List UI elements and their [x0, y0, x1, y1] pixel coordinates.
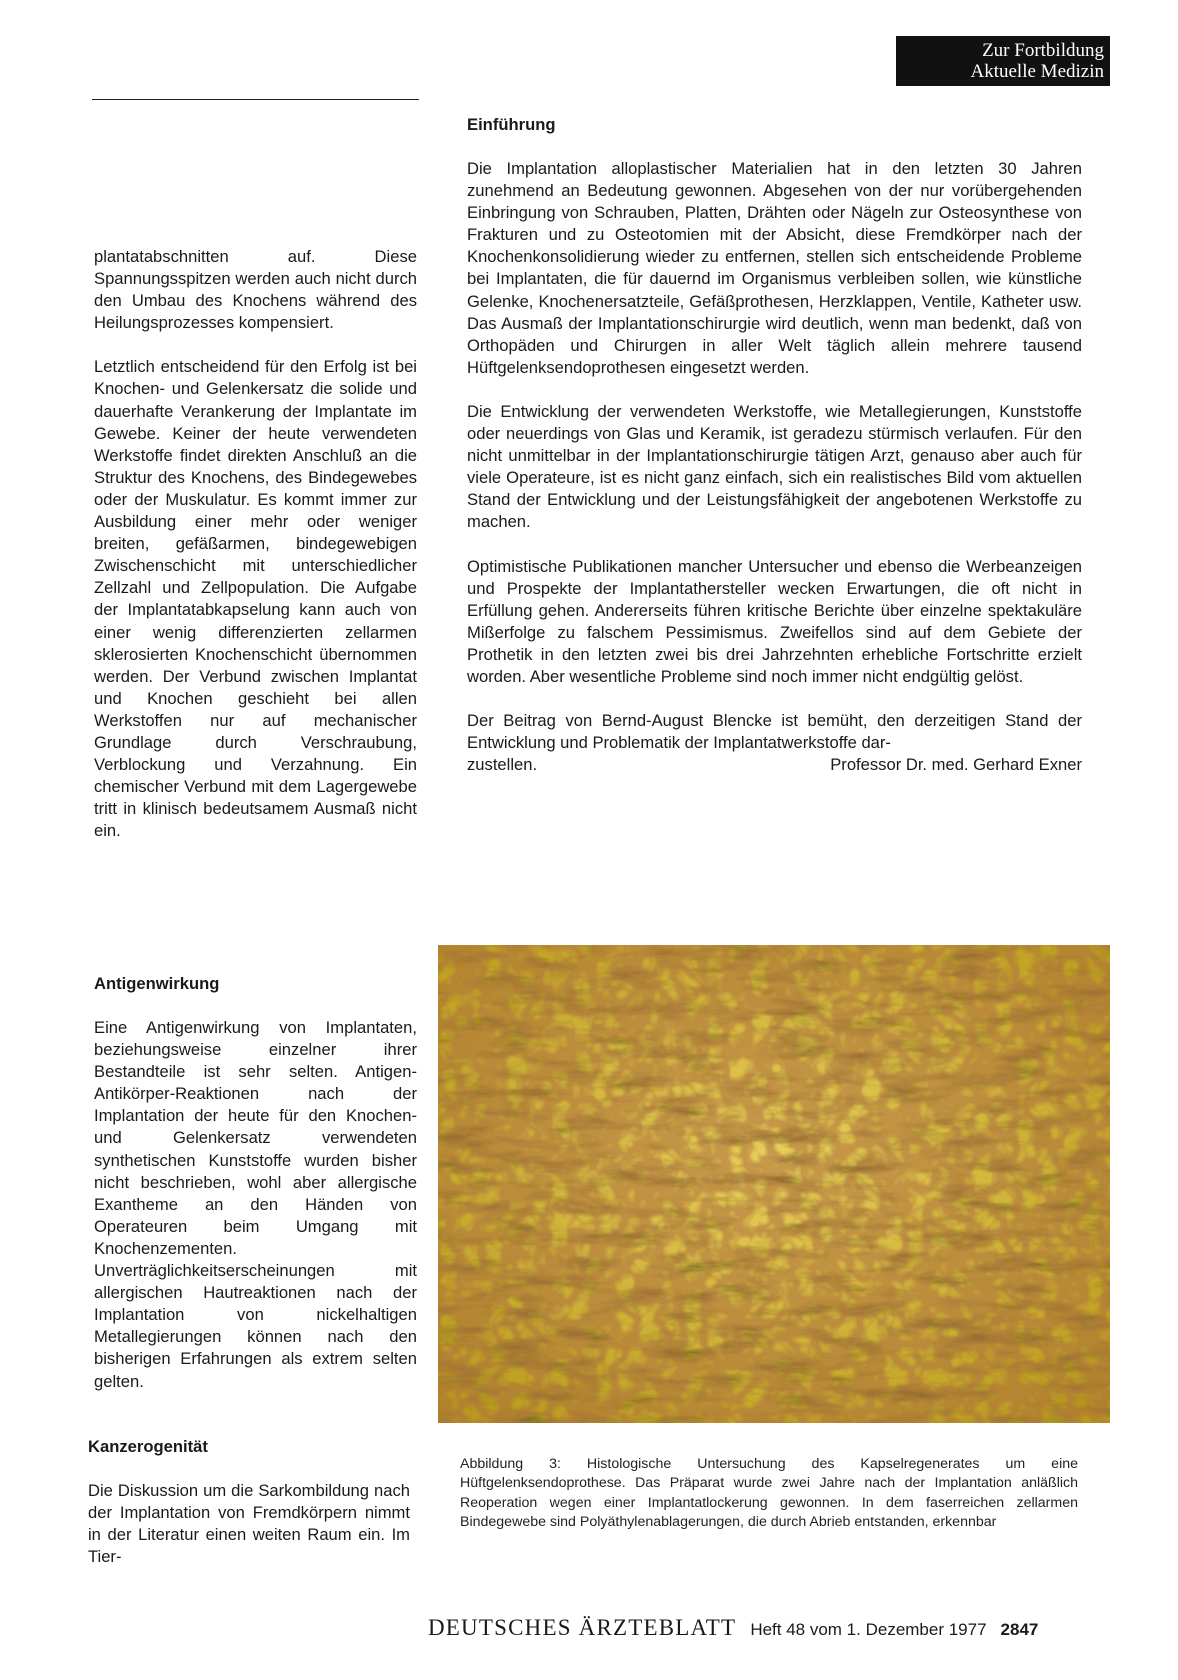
section-banner [896, 36, 1110, 86]
continuation-paragraph: plantatabschnitten auf. Diese Spannungsspitzen werden auch nicht durch den Umbau des Knochens während des Heilungsprozesses kompensiert. [94, 247, 417, 333]
anchoring-paragraph: Letztlich entscheidend für den Erfolg ist bei Knochen- und Gelenkersatz die solide und dauerhafte Verankerung der Implantate im Gewebe. Keiner der heute verwendeten Werkstoffe findet direkten Anschluß an die Struktur des Knochens, des Bindegewebes oder der Muskulatur. Es kommt immer zur Ausbildung einer mehr oder weniger breiten, gefäßarmen, bindegewebigen Zwischenschicht mit unterschiedlicher Zellzahl und Zellpopulation. Die Aufgabe der Implantatabkapselung kann auch von einer wenig differenzierten zellarmen sklerosierten Knochenschicht übernommen werden. Der Verbund zwischen Implantat und Knochen geschieht bei allen Werkstoffen nur auf mechanischer Grundlage durch Verschraubung, Verblockung und Verzahnung. Ein chemischer Verbund mit dem Lagergewebe tritt in klinisch bedeutsamem Ausmaß nicht ein. [94, 357, 417, 841]
intro-paragraph-4: Der Beitrag von Bernd-August Blencke ist bemüht, den derzeitigen Stand der Entwicklung und Problematik der Implantatwerkstoffe dar- [467, 711, 1082, 753]
intro-paragraph-3: Optimistische Publikationen mancher Untersucher und ebenso die Werbeanzeigen und Prospekte der Implantathersteller wecken Erwartungen, die oft nicht in Erfüllung gehen. Andererseits führen kritische Berichte über einzelne spektakuläre Mißerfolge zu falschem Pessimismus. Zweifellos sind auf dem Gebiete der Prothetik in den letzten zwei bis drei Jahrzehnten erhebliche Fortschritte erzielt worden. Aber wesentliche Probleme sind noch immer nicht endgültig gelöst. [467, 556, 1082, 686]
page-footer [428, 1615, 1108, 1645]
issue-info: Heft 48 vom 1. Dezember 1977 [750, 1620, 987, 1639]
introduction-section [467, 158, 1082, 776]
signature-line [467, 754, 1082, 776]
cancer-section [88, 1480, 410, 1568]
intro-paragraph-4-end: zustellen. [467, 755, 538, 775]
histology-micrograph [438, 945, 1110, 1423]
journal-name: DEUTSCHES ÄRZTEBLATT [428, 1615, 737, 1640]
cancer-heading: Kanzerogenität [88, 1437, 208, 1456]
banner-line-1: Zur Fortbildung [982, 40, 1104, 61]
micrograph-image [438, 945, 1110, 1423]
author-signature: Professor Dr. med. Gerhard Exner [830, 755, 1082, 775]
figure-caption: Abbildung 3: Histologische Untersuchung des Kapselregenerates um eine Hüftgelenksendoprothese. Das Präparat wurde zwei Jahre nach der Implantation anläßlich Reoperation wegen einer Implantatlockerung gewonnen. In dem faserreichen zellarmen Bindegewebe sind Polyäthylenablagerungen, die durch Abrieb entstanden, erkennbar [460, 1456, 1078, 1531]
page-number: 2847 [1000, 1620, 1039, 1639]
banner-line-2: Aktuelle Medizin [970, 61, 1104, 82]
introduction-heading: Einführung [467, 115, 556, 134]
intro-paragraph-2: Die Entwicklung der verwendeten Werkstoffe, wie Metallegierungen, Kunststoffe oder neuerdings von Glas und Keramik, ist geradezu stürmisch verlaufen. Für den nicht unmittelbar in der Implantationschirurgie tätigen Arzt, genauso aber auch für viele Operateure, ist es nicht ganz einfach, sich ein realistisches Bild vom aktuellen Stand der Entwicklung und der Leistungsfähigkeit der angebotenen Werkstoffe zu machen. [467, 401, 1082, 532]
antigen-heading: Antigenwirkung [94, 974, 220, 993]
left-column-upper [94, 246, 417, 842]
cancer-paragraph: Die Diskussion um die Sarkombildung nach der Implantation von Fremdkörpern nimmt in der Literatur einen weiten Raum ein. Im Tier- [88, 1481, 410, 1567]
intro-paragraph-1: Die Implantation alloplastischer Materialien hat in den letzten 30 Jahren zunehmend an Bedeutung gewonnen. Abgesehen von der nur vorübergehenden Einbringung von Schrauben, Platten, Drähten oder Nägeln zur Osteosynthese von Frakturen und zu Osteotomien mit der Absicht, diese Fremdkörper nach der Knochenkonsolidierung wieder zu entfernen, stellen sich entscheidende Probleme bei Implantaten, die für dauernd im Organismus verbleiben sollen, wie künstliche Gelenke, Knochenersatzteile, Gefäßprothesen, Herzklappen, Ventile, Katheter usw. Das Ausmaß der Implantationschirurgie wird deutlich, wenn man bedenkt, daß von Orthopäden und Chirurgen in aller Welt täglich allein mehrere tausend Hüftgelenksendoprothesen eingesetzt werden. [467, 159, 1082, 377]
column-divider-rule [92, 99, 419, 100]
antigen-paragraph: Eine Antigenwirkung von Implantaten, beziehungsweise einzelner ihrer Bestandteile ist sehr selten. Antigen-Antikörper-Reaktionen nach der Implantation der heute für den Knochen- und Gelenkersatz verwendeten synthetischen Kunststoffe wurden bisher nicht beschrieben, wohl aber allergische Exantheme an den Händen von Operateuren beim Umgang mit Knochenzementen. Unverträglichkeitserscheinungen mit allergischen Hautreaktionen nach der Implantation von nickelhaltigen Metallegierungen können nach den bisherigen Erfahrungen als extrem selten gelten. [94, 1018, 417, 1391]
antigen-section [94, 1017, 417, 1393]
